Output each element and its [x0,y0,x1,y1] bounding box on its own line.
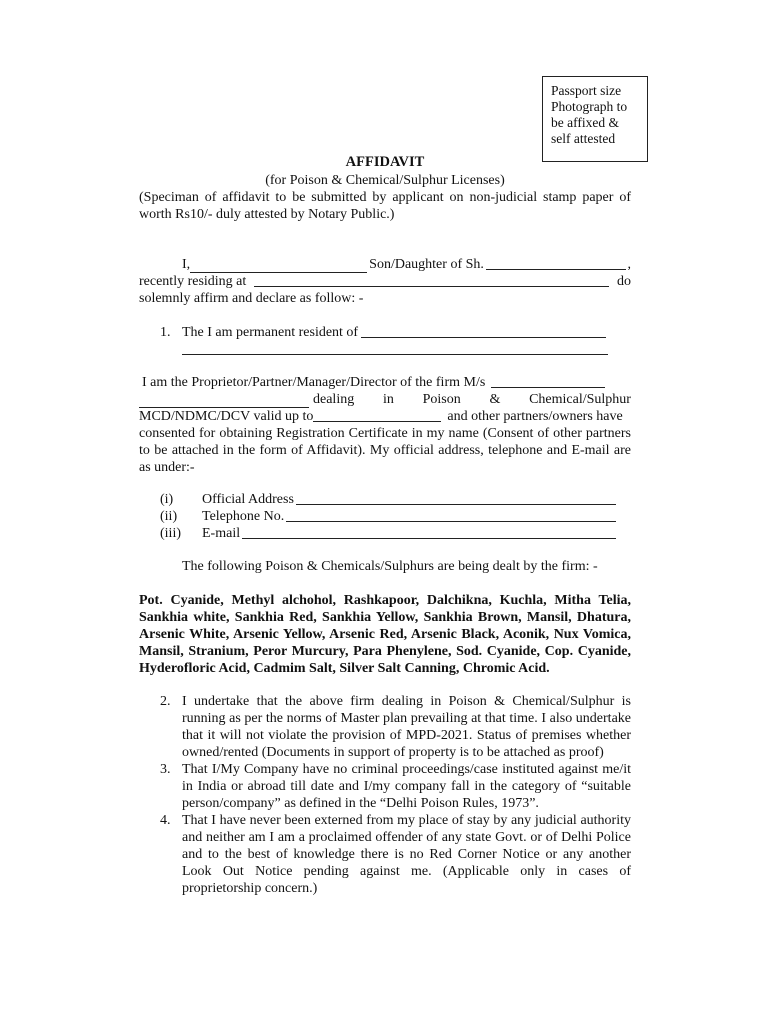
i-prefix: I, [182,257,191,272]
photo-box-line: Passport size [551,83,622,98]
contact-label: Official Address [202,492,294,507]
firm-line-1 [142,374,607,391]
contact-row [160,508,618,525]
residence-line [139,273,631,290]
document-subtitle: (for Poison & Chemical/Sulphur Licenses) [265,173,505,188]
contact-row [160,491,618,508]
telephone-field[interactable] [286,509,616,522]
son-daughter-label: Son/Daughter of Sh. [369,257,484,272]
partners-text: and other partners/owners have [447,409,623,424]
official-address-field[interactable] [296,492,616,505]
applicant-name-field[interactable] [190,260,367,273]
item-number: 3. [160,762,171,777]
comma: , [627,257,631,272]
undertaking-text: I undertake that the above firm dealing in Poison & Chemical/Sulphur is running as per the norms of Master plan prevailing at that time. I also undertake that it will not violate the provision of MPD-2021. Status of premises whether owned/rented (Documents in support of property is to be attached as proof) [182,694,631,760]
undertaking-item [160,761,631,812]
firm-line-3 [139,408,631,425]
undertaking-text: That I/My Company have no criminal proceedings/case instituted against me/it in India or abroad till date and I/my company fall in the category of “suitable person/company” as defined in the “Delhi Poison Rules, 1973”. [182,762,631,811]
permanent-resident-field-line-2[interactable] [182,340,608,355]
in-word: in [382,392,394,407]
undertaking-item [160,693,631,761]
father-name-field[interactable] [486,257,626,270]
amp-word: & [489,392,501,407]
item-1-text: The I am permanent resident of [182,325,359,340]
poison-word: Poison [422,392,461,407]
firm-line-2 [139,391,631,408]
undertaking-item [160,812,631,897]
valid-upto-field[interactable] [313,409,441,422]
passport-photo-box [542,76,648,162]
do-label: do [617,274,631,289]
contact-num: (iii) [160,526,181,541]
stamp-paper-note: (Speciman of affidavit to be submitted by applicant on non-judicial stamp paper of worth Rs10/- duly attested by Notary Public.) [139,190,631,222]
affirm-text: solemnly affirm and declare as follow: - [139,291,364,306]
residence-address-field[interactable] [254,274,609,287]
item-1 [160,324,608,341]
contact-list [160,491,618,542]
contact-row [160,525,618,542]
firm-name-field-cont[interactable] [139,395,309,408]
item-number: 4. [160,813,171,828]
chemicals-list: Pot. Cyanide, Methyl alchohol, Rashkapoor, Dalchikna, Kuchla, Mitha Telia, Sankhia white, Sankhia Red, Sankhia Yellow, Sankhia Brown, Mansil, Dhatura, Arsenic White, Arsenic Yellow, Arsenic Red, Arsenic Black, Aconik, Nux Vomica, Mansil, Stranium, Peror Murcury, Para Phenylene, Sod. Cyanide, Cop. Cyanide, Hyderofloric Acid, Cadmim Salt, Silver Salt Canning, Chromic Acid. [139,593,631,676]
permanent-resident-field[interactable] [361,325,606,338]
undertaking-text: That I have never been externed from my place of stay by any judicial authority and neither am I am a proclaimed offender of any state Govt. or of Delhi Police and to the best of knowledge there is no Red Corner Notice or any another Look Out Notice pending against me. (Applicable only in cases of proprietorship concern.) [182,813,631,896]
name-line [182,256,631,273]
undertaking-list [160,693,631,897]
photo-box-line: be affixed & [551,115,619,130]
contact-label: Telephone No. [202,509,285,524]
recently-residing-label: recently residing at [139,274,247,289]
following-text: The following Poison & Chemicals/Sulphurs are being dealt by the firm: - [182,559,598,574]
chemical-word: Chemical/Sulphur [529,392,631,407]
firm-name-field[interactable] [491,375,605,388]
contact-num: (i) [160,492,174,507]
dealing-word: dealing [313,392,355,407]
document-title: AFFIDAVIT [345,154,425,170]
photo-box-line: Photograph to [551,99,628,114]
contact-num: (ii) [160,509,178,524]
mcd-text: MCD/NDMC/DCV valid up to [139,409,314,424]
contact-label: E-mail [202,526,241,541]
item-number: 2. [160,694,171,709]
photo-box-line: self attested [551,131,616,146]
firm-role-text: I am the Proprietor/Partner/Manager/Director of the firm M/s [142,375,486,390]
email-field[interactable] [242,526,616,539]
item-number: 1. [160,325,171,340]
consent-text: consented for obtaining Registration Certificate in my name (Consent of other partners to be attached in the form of Affidavit). My official address, telephone and E-mail are as under:- [139,426,631,475]
